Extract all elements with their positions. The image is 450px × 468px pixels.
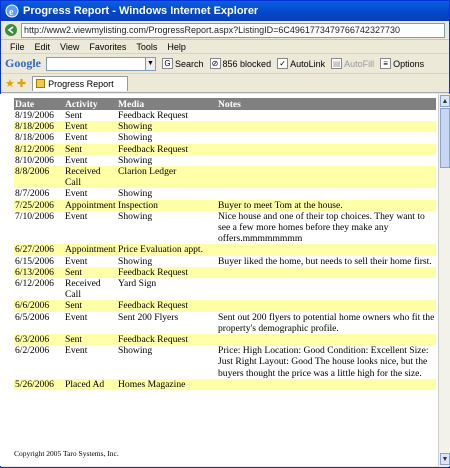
cell-notes: Sent out 200 flyers to potential home owners who fit the property's demographic profile. bbox=[218, 311, 435, 334]
cell-media: Yard Sign bbox=[118, 278, 157, 290]
cell-notes bbox=[217, 278, 436, 300]
cell-activity: Sent bbox=[64, 267, 117, 278]
table-row bbox=[14, 144, 436, 155]
cell-activity: Received Call bbox=[65, 278, 101, 301]
cell-media: Showing bbox=[118, 210, 153, 222]
back-button-icon[interactable] bbox=[4, 23, 18, 37]
table-row bbox=[14, 300, 436, 311]
cell-notes bbox=[217, 300, 436, 311]
cell-notes: Price: High Location: Good Condition: Excellent Size: Just Right Layout: Good The house looks nice, but the buyers thought the price was a little high for the size. bbox=[218, 345, 429, 379]
cell-activity: Event bbox=[65, 188, 88, 200]
vertical-scrollbar[interactable] bbox=[438, 94, 450, 466]
table-row bbox=[14, 256, 436, 267]
cell-media: Showing bbox=[118, 255, 153, 267]
cell-date: 6/13/2006 bbox=[14, 267, 64, 278]
table-row bbox=[14, 211, 436, 245]
cell-activity: Sent bbox=[64, 144, 117, 155]
cell-activity: Event bbox=[65, 210, 88, 222]
table-row bbox=[14, 132, 436, 143]
table-row bbox=[14, 379, 436, 390]
cell-media: Feedback Request bbox=[118, 110, 189, 121]
cell-activity: Sent bbox=[64, 334, 117, 345]
tab-label: Progress Report bbox=[48, 78, 114, 89]
table-header-row bbox=[14, 98, 436, 110]
table-body bbox=[14, 110, 436, 390]
page-icon bbox=[36, 79, 45, 88]
table-row bbox=[14, 110, 436, 121]
table-row bbox=[14, 155, 436, 166]
cell-notes: Buyer liked the home, but needs to sell their home first. bbox=[218, 255, 432, 267]
header-date: Date bbox=[14, 98, 64, 110]
address-bar bbox=[1, 21, 449, 40]
cell-date: 6/12/2006 bbox=[15, 278, 54, 290]
cell-date: 8/18/2006 bbox=[14, 121, 64, 132]
table-row bbox=[14, 312, 436, 334]
scroll-down-icon[interactable]: ▼ bbox=[440, 453, 450, 465]
cell-date: 7/25/2006 bbox=[14, 200, 64, 211]
cell-activity: Sent bbox=[64, 300, 117, 311]
menu-help[interactable]: Help bbox=[167, 41, 186, 52]
cell-date: 6/3/2006 bbox=[14, 334, 64, 345]
header-media: Media bbox=[117, 98, 217, 110]
google-logo[interactable]: Google bbox=[5, 56, 41, 70]
autofill-button[interactable] bbox=[331, 58, 374, 69]
options-icon: ≡ bbox=[380, 58, 391, 69]
cell-notes bbox=[217, 334, 436, 345]
table-row bbox=[14, 334, 436, 345]
cell-activity: Event bbox=[65, 154, 88, 166]
cell-media: Showing bbox=[118, 132, 153, 144]
cell-activity: Received Call bbox=[64, 166, 117, 188]
cell-activity: Event bbox=[65, 255, 88, 267]
cell-date: 6/6/2006 bbox=[14, 300, 64, 311]
menu-tools[interactable]: Tools bbox=[136, 41, 158, 52]
google-search-button[interactable] bbox=[162, 58, 204, 69]
cell-media: Feedback Request bbox=[117, 334, 217, 345]
table-row bbox=[14, 244, 436, 255]
cell-media: Clarion Ledger bbox=[117, 166, 217, 188]
autolink-button[interactable] bbox=[277, 58, 325, 69]
scroll-thumb[interactable] bbox=[440, 108, 450, 168]
window-title: Progress Report - Windows Internet Explorer bbox=[23, 5, 259, 17]
table-row bbox=[14, 166, 436, 188]
menu-file[interactable]: File bbox=[10, 41, 25, 52]
options-label: Options bbox=[393, 58, 425, 69]
cell-media: Showing bbox=[118, 154, 153, 166]
cell-media: Inspection bbox=[117, 200, 217, 211]
cell-date: 6/15/2006 bbox=[15, 255, 54, 267]
add-favorite-icon[interactable]: ✚ bbox=[16, 77, 27, 90]
table-row bbox=[14, 188, 436, 199]
cell-activity: Event bbox=[64, 121, 117, 132]
cell-notes bbox=[217, 267, 436, 278]
cell-media: Sent 200 Flyers bbox=[118, 311, 179, 323]
cell-date: 5/26/2006 bbox=[14, 379, 64, 390]
cell-media: Showing bbox=[118, 188, 153, 200]
cell-activity: Sent bbox=[65, 110, 83, 121]
cell-activity: Event bbox=[65, 311, 88, 323]
table-row bbox=[14, 200, 436, 211]
menu-bar bbox=[1, 40, 449, 54]
blocked-label: 856 blocked bbox=[222, 58, 272, 69]
autofill-icon: ▤ bbox=[332, 59, 341, 68]
cell-notes bbox=[217, 244, 436, 255]
favorites-star-icon[interactable]: ★ bbox=[5, 77, 15, 90]
cell-notes bbox=[217, 166, 436, 188]
cell-activity: Appointment bbox=[65, 244, 116, 256]
cell-date: 6/2/2006 bbox=[15, 345, 50, 357]
cell-notes: Buyer to meet Tom at the house. bbox=[217, 200, 436, 211]
cell-date: 8/7/2006 bbox=[15, 188, 50, 200]
menu-edit[interactable]: Edit bbox=[34, 41, 51, 52]
cell-notes bbox=[217, 110, 436, 121]
table-row bbox=[14, 278, 436, 300]
options-button[interactable] bbox=[380, 58, 424, 69]
cell-media: Homes Magazine bbox=[117, 379, 217, 390]
table-row bbox=[14, 267, 436, 278]
copyright-footer: Copyright 2005 Taro Systems, Inc. bbox=[14, 449, 119, 458]
cell-date: 6/27/2006 bbox=[14, 244, 64, 255]
cell-notes bbox=[217, 132, 436, 143]
menu-view[interactable]: View bbox=[60, 41, 80, 52]
autolink-label: AutoLink bbox=[290, 58, 326, 69]
cell-notes: Nice house and one of their top choices. They want to see a few more homes before they make any offers.mmmmmmmm bbox=[218, 210, 425, 245]
header-activity: Activity bbox=[64, 98, 117, 110]
google-toolbar bbox=[1, 54, 449, 74]
autolink-icon: ✓ bbox=[277, 58, 288, 69]
cell-notes bbox=[217, 144, 436, 155]
autofill-label: AutoFill bbox=[344, 58, 375, 69]
cell-notes bbox=[217, 379, 436, 390]
popup-blocker-icon: ⊘ bbox=[210, 58, 221, 69]
cell-activity: Appointment bbox=[65, 199, 116, 211]
progress-table bbox=[14, 98, 436, 390]
cell-notes bbox=[217, 188, 436, 199]
chevron-down-icon[interactable]: ▼ bbox=[146, 57, 156, 71]
tab-progress-report[interactable] bbox=[32, 76, 128, 91]
popup-blocked-button[interactable] bbox=[210, 58, 272, 69]
cell-activity: Event bbox=[65, 345, 88, 357]
cell-media: Feedback Request bbox=[117, 267, 217, 278]
table-row bbox=[14, 121, 436, 132]
cell-media: Price Evaluation appt. bbox=[117, 244, 217, 255]
cell-date: 8/10/2006 bbox=[15, 154, 54, 166]
header-notes: Notes bbox=[217, 98, 436, 110]
cell-date: 6/5/2006 bbox=[15, 311, 50, 323]
title-bar bbox=[1, 1, 449, 21]
menu-favorites[interactable]: Favorites bbox=[89, 41, 127, 52]
search-icon: G bbox=[162, 58, 173, 69]
cell-media: Showing bbox=[117, 121, 217, 132]
cell-activity: Placed Ad bbox=[64, 379, 117, 390]
url-field[interactable]: http://www2.viewmylisting.com/ProgressReport.aspx?ListingID=6C4961773479766742327730 bbox=[21, 23, 445, 38]
google-search-input[interactable] bbox=[46, 57, 146, 71]
google-search-label: Search bbox=[175, 58, 204, 69]
page-content bbox=[0, 94, 438, 466]
cell-activity: Event bbox=[65, 132, 88, 144]
cell-notes bbox=[217, 155, 436, 166]
scroll-up-icon[interactable]: ▲ bbox=[440, 95, 450, 107]
cell-date: 8/8/2006 bbox=[14, 166, 64, 188]
cell-media: Showing bbox=[118, 345, 153, 357]
cell-media: Feedback Request bbox=[117, 300, 217, 311]
favorites-bar bbox=[1, 74, 449, 93]
cell-date: 8/19/2006 bbox=[15, 110, 54, 121]
cell-date: 7/10/2006 bbox=[15, 210, 54, 222]
cell-media: Feedback Request bbox=[117, 144, 217, 155]
cell-date: 8/12/2006 bbox=[14, 144, 64, 155]
cell-notes bbox=[217, 121, 436, 132]
ie-logo-icon bbox=[5, 4, 19, 18]
cell-date: 8/18/2006 bbox=[15, 132, 54, 144]
table-row bbox=[14, 345, 436, 379]
svg-text:e: e bbox=[9, 7, 14, 18]
